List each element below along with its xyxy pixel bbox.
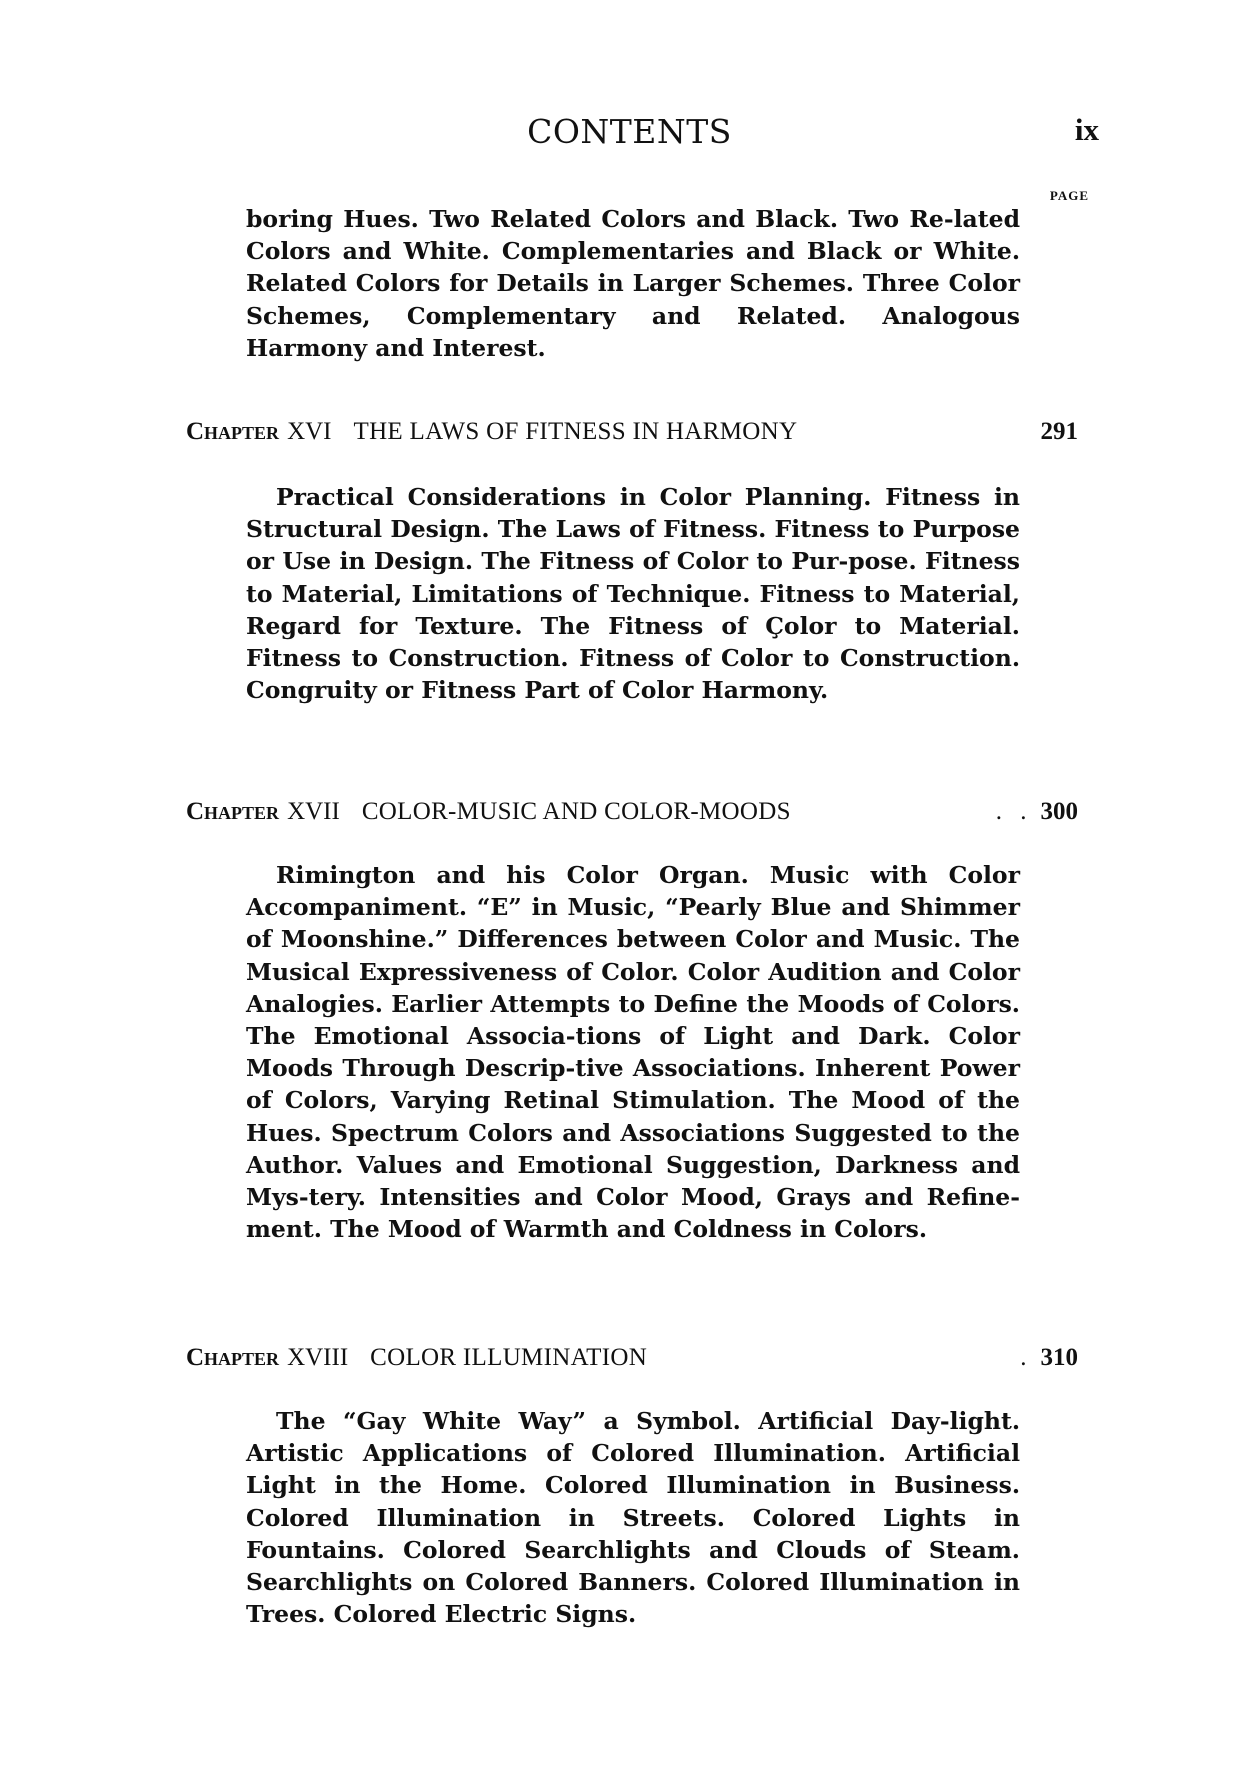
chapter-summary-xviii xyxy=(246,1405,1020,1630)
chapter-summary-text: The “Gay White Way” a Symbol. Artificial Day-light. Artistic Applications of Colored Illumination. Artificial Light in the Home. Colored Illumination in Business. Colored Illumination in Streets. Colored Lights in Fountains. Colored Searchlights and Clouds of Steam. Searchlights on Colored Banners. Colored Illumination in Trees. Colored Electric Signs. xyxy=(246,1407,1020,1629)
chapter-number: XVII xyxy=(287,798,340,825)
chapter-label: Chapter xyxy=(186,798,280,825)
page-column-label: PAGE xyxy=(1049,188,1089,203)
chapter-page-number: 291 xyxy=(1040,418,1078,445)
running-header xyxy=(0,112,1259,162)
chapter-number: XVI xyxy=(287,418,332,445)
continued-summary xyxy=(246,203,1020,364)
chapter-entry-xvii xyxy=(186,798,1078,834)
chapter-summary-xvii xyxy=(246,859,1020,1245)
chapter-page-number: 310 xyxy=(1040,1344,1078,1371)
dot-leader: . . xyxy=(995,798,1033,825)
chapter-title: COLOR-MUSIC AND COLOR-MOODS xyxy=(361,798,791,825)
chapter-summary-text: Rimington and his Color Organ. Music with Color Accompaniment. “E” in Music, “Pearly Blue and Shimmer of Moonshine.” Differences between Color and Music. The Musical Expressiveness of Color. Color Audition and Color Analogies. Earlier Attempts to Define the Moods of Colors. The Emotional Associa-tions of Light and Dark. Color Moods Through Descrip-tive Associations. Inherent Power of Colors, Varying Retinal Stimulation. The Mood of the Hues. Spectrum Colors and Associations Suggested to the Author. Values and Emotional Suggestion, Darkness and Mys-tery. Intensities and Color Mood, Grays and Refine-ment. The Mood of Warmth and Coldness in Colors. xyxy=(246,861,1020,1244)
chapter-label: Chapter xyxy=(186,418,280,445)
continued-summary-text: boring Hues. Two Related Colors and Black. Two Re-lated Colors and White. Complementaries and Black or White. Related Colors for Details in Larger Schemes. Three Color Schemes, Complementary and Related. Analogous Harmony and Interest. xyxy=(246,205,1020,362)
chapter-title: COLOR ILLUMINATION xyxy=(370,1344,648,1371)
chapter-label: Chapter xyxy=(186,1344,280,1371)
running-title: CONTENTS xyxy=(527,112,732,151)
chapter-entry-xvi xyxy=(186,418,1078,454)
chapter-summary-xvi xyxy=(246,481,1020,706)
dot-leader: . xyxy=(1020,1344,1033,1371)
chapter-number: XVIII xyxy=(287,1344,349,1371)
chapter-entry-xviii xyxy=(186,1344,1078,1380)
chapter-title: THE LAWS OF FITNESS IN HARMONY xyxy=(353,418,798,445)
page-number: ix xyxy=(1074,112,1099,147)
chapter-summary-text: Practical Considerations in Color Planning. Fitness in Structural Design. The Laws of Fitness. Fitness to Purpose or Use in Design. The Fitness of Color to Pur-pose. Fitness to Material, Limitations of Technique. Fitness to Material, Regard for Texture. The Fitness of Çolor to Material. Fitness to Construction. Fitness of Color to Construction. Congruity or Fitness Part of Color Harmony. xyxy=(246,483,1020,705)
chapter-page-number: 300 xyxy=(1040,798,1078,825)
